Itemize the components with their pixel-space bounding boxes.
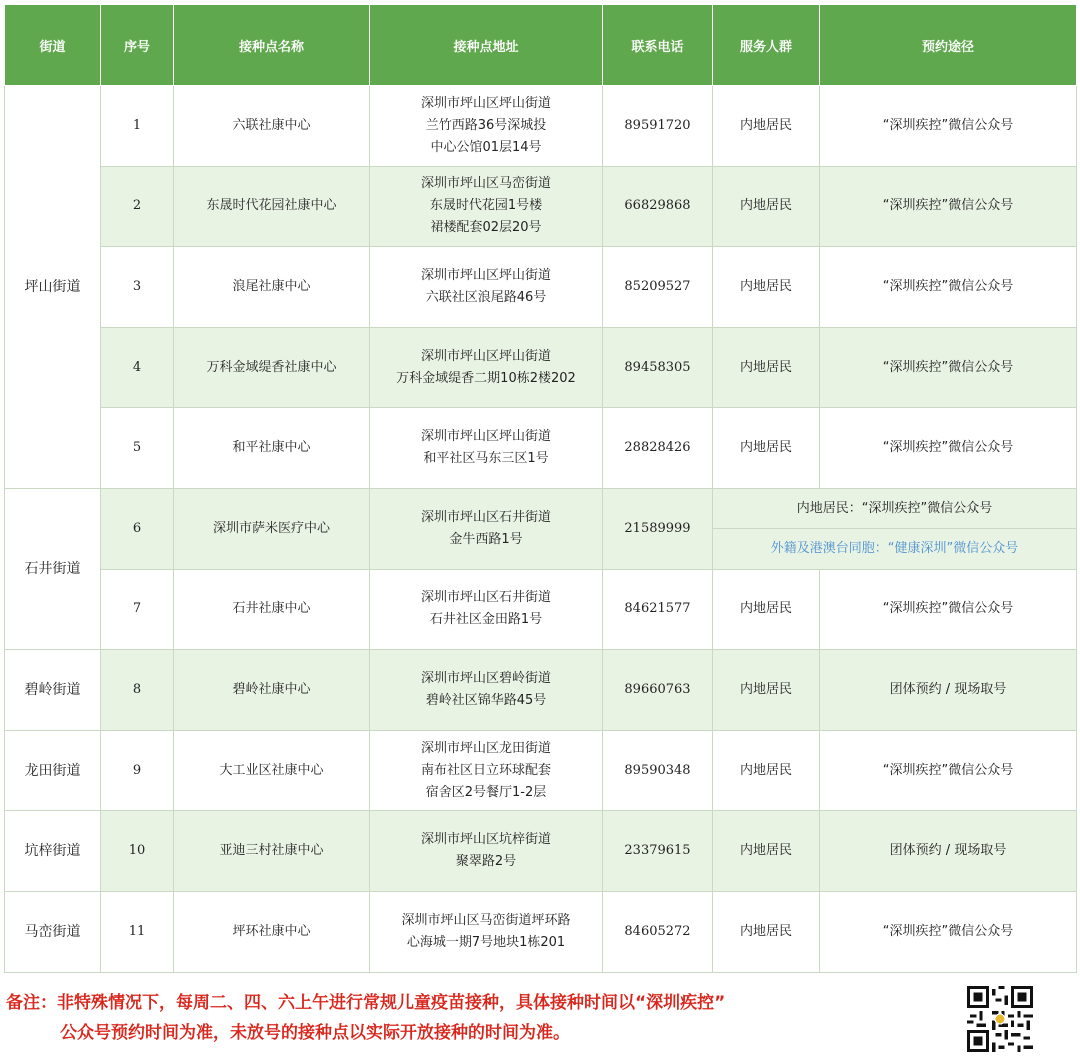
footnote-line-1: 备注：非特殊情况下，每周二、四、六上午进行常规儿童疫苗接种，具体接种时间以“深圳疾控” bbox=[6, 993, 726, 1013]
site-name: 亚迪三村社康中心 bbox=[174, 811, 370, 892]
site-phone: 84621577 bbox=[603, 569, 713, 650]
row-number: 7 bbox=[101, 569, 174, 650]
header-address: 接种点地址 bbox=[370, 5, 603, 86]
site-address: 深圳市坪山区马峦街道坪环路 心海城一期7号地块1栋201 bbox=[370, 891, 603, 972]
site-name: 万科金域缇香社康中心 bbox=[174, 327, 370, 408]
booking-channel: “深圳疾控”微信公众号 bbox=[820, 891, 1077, 972]
row-number: 8 bbox=[101, 650, 174, 731]
site-address: 深圳市坪山区坪山街道 和平社区马东三区1号 bbox=[370, 408, 603, 489]
booking-channel: “深圳疾控”微信公众号 bbox=[820, 166, 1077, 247]
site-address: 深圳市坪山区碧岭街道 碧岭社区锦华路45号 bbox=[370, 650, 603, 731]
site-phone: 66829868 bbox=[603, 166, 713, 247]
site-name: 和平社康中心 bbox=[174, 408, 370, 489]
table-row bbox=[5, 408, 1077, 489]
table-row bbox=[5, 730, 1077, 811]
booking-channel: 团体预约 / 现场取号 bbox=[820, 650, 1077, 731]
row-number: 3 bbox=[101, 247, 174, 328]
service-group: 内地居民 bbox=[713, 569, 820, 650]
service-group: 内地居民 bbox=[713, 327, 820, 408]
street-cell: 石井街道 bbox=[5, 488, 101, 649]
service-group: 内地居民 bbox=[713, 811, 820, 892]
site-address: 深圳市坪山区石井街道 石井社区金田路1号 bbox=[370, 569, 603, 650]
site-name: 东晟时代花园社康中心 bbox=[174, 166, 370, 247]
site-name: 石井社康中心 bbox=[174, 569, 370, 650]
street-cell: 马峦街道 bbox=[5, 891, 101, 972]
merged-service-channel-foreign: 外籍及港澳台同胞：“健康深圳”微信公众号 bbox=[713, 529, 1077, 569]
site-address: 深圳市坪山区坪山街道 万科金域缇香二期10栋2楼202 bbox=[370, 327, 603, 408]
table-row bbox=[5, 166, 1077, 247]
site-phone: 89458305 bbox=[603, 327, 713, 408]
site-name: 浪尾社康中心 bbox=[174, 247, 370, 328]
header-number: 序号 bbox=[101, 5, 174, 86]
site-name: 大工业区社康中心 bbox=[174, 730, 370, 811]
booking-channel: “深圳疾控”微信公众号 bbox=[820, 730, 1077, 811]
site-phone: 85209527 bbox=[603, 247, 713, 328]
header-phone: 联系电话 bbox=[603, 5, 713, 86]
table-row bbox=[5, 811, 1077, 892]
table-row bbox=[5, 247, 1077, 328]
site-name: 碧岭社康中心 bbox=[174, 650, 370, 731]
street-cell: 碧岭街道 bbox=[5, 650, 101, 731]
service-group: 内地居民 bbox=[713, 891, 820, 972]
service-group: 内地居民 bbox=[713, 247, 820, 328]
vaccination-sites-table bbox=[4, 4, 1077, 973]
booking-channel: “深圳疾控”微信公众号 bbox=[820, 247, 1077, 328]
service-group: 内地居民 bbox=[713, 166, 820, 247]
header-site-name: 接种点名称 bbox=[174, 5, 370, 86]
header-street: 街道 bbox=[5, 5, 101, 86]
row-number: 9 bbox=[101, 730, 174, 811]
service-group: 内地居民 bbox=[713, 408, 820, 489]
street-cell: 坑梓街道 bbox=[5, 811, 101, 892]
table-row bbox=[5, 327, 1077, 408]
booking-channel: “深圳疾控”微信公众号 bbox=[820, 569, 1077, 650]
header-booking-channel: 预约途径 bbox=[820, 5, 1077, 86]
street-cell: 坪山街道 bbox=[5, 86, 101, 489]
service-group: 内地居民 bbox=[713, 730, 820, 811]
site-address: 深圳市坪山区坪山街道 六联社区浪尾路46号 bbox=[370, 247, 603, 328]
table-row bbox=[5, 86, 1077, 167]
merged-service-channel-local: 内地居民：“深圳疾控”微信公众号 bbox=[713, 488, 1077, 528]
table-row bbox=[5, 488, 1077, 528]
site-phone: 84605272 bbox=[603, 891, 713, 972]
site-name: 深圳市萨米医疗中心 bbox=[174, 488, 370, 569]
street-cell: 龙田街道 bbox=[5, 730, 101, 811]
site-address: 深圳市坪山区坪山街道 兰竹西路36号深城投 中心公馆01层14号 bbox=[370, 86, 603, 167]
row-number: 1 bbox=[101, 86, 174, 167]
booking-channel: “深圳疾控”微信公众号 bbox=[820, 408, 1077, 489]
table-row bbox=[5, 650, 1077, 731]
header-service-group: 服务人群 bbox=[713, 5, 820, 86]
table-row bbox=[5, 891, 1077, 972]
footnote bbox=[6, 988, 946, 1048]
booking-channel: “深圳疾控”微信公众号 bbox=[820, 327, 1077, 408]
site-phone: 21589999 bbox=[603, 488, 713, 569]
booking-channel: 团体预约 / 现场取号 bbox=[820, 811, 1077, 892]
row-number: 2 bbox=[101, 166, 174, 247]
site-phone: 89590348 bbox=[603, 730, 713, 811]
row-number: 4 bbox=[101, 327, 174, 408]
site-phone: 89591720 bbox=[603, 86, 713, 167]
service-group: 内地居民 bbox=[713, 650, 820, 731]
site-phone: 28828426 bbox=[603, 408, 713, 489]
qr-code-icon bbox=[967, 986, 1033, 1052]
table-header-row bbox=[5, 5, 1077, 86]
site-name: 坪环社康中心 bbox=[174, 891, 370, 972]
table-row bbox=[5, 569, 1077, 650]
site-address: 深圳市坪山区坑梓街道 聚翠路2号 bbox=[370, 811, 603, 892]
site-address: 深圳市坪山区龙田街道 南布社区日立环球配套 宿舍区2号餐厅1-2层 bbox=[370, 730, 603, 811]
row-number: 11 bbox=[101, 891, 174, 972]
row-number: 10 bbox=[101, 811, 174, 892]
row-number: 5 bbox=[101, 408, 174, 489]
site-phone: 23379615 bbox=[603, 811, 713, 892]
site-name: 六联社康中心 bbox=[174, 86, 370, 167]
service-group: 内地居民 bbox=[713, 86, 820, 167]
site-address: 深圳市坪山区马峦街道 东晟时代花园1号楼 裙楼配套02层20号 bbox=[370, 166, 603, 247]
site-phone: 89660763 bbox=[603, 650, 713, 731]
site-address: 深圳市坪山区石井街道 金牛西路1号 bbox=[370, 488, 603, 569]
booking-channel: “深圳疾控”微信公众号 bbox=[820, 86, 1077, 167]
row-number: 6 bbox=[101, 488, 174, 569]
footnote-line-2: 公众号预约时间为准，未放号的接种点以实际开放接种的时间为准。 bbox=[60, 1023, 570, 1043]
